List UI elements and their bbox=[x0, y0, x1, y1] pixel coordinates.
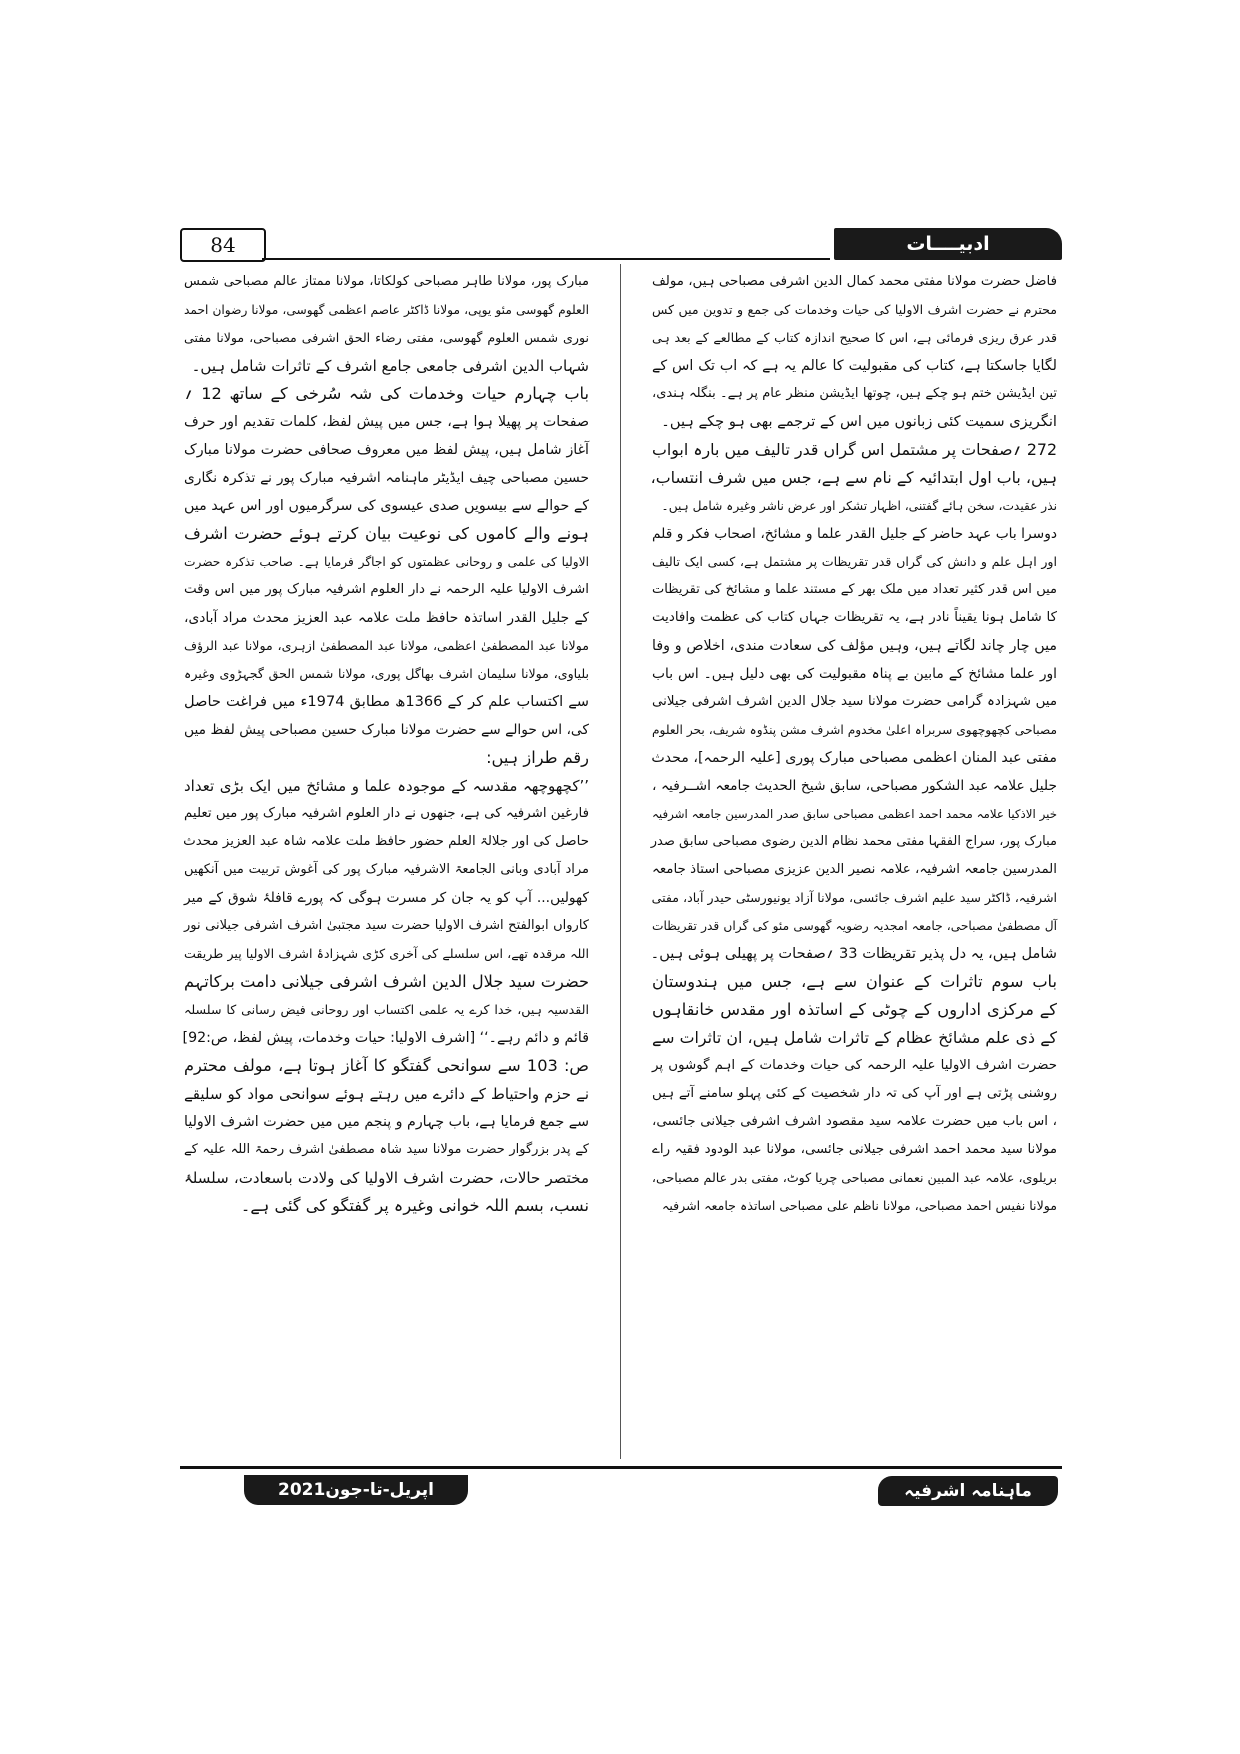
right-column-line: خیر الاذکیا علامہ محمد احمد اعظمی مصباحی سابق صدر المدرسین جامعہ اشرفیہ bbox=[652, 807, 1057, 821]
left-column-line: مولانا عبد المصطفیٰ اعظمی، مولانا عبد المصطفیٰ ازہری، مولانا عبد الرؤف bbox=[184, 638, 589, 653]
right-column-line: کے مرکزی اداروں کے چوٹی کے اساتذہ اور مقدس خانقاہوں bbox=[652, 1000, 1057, 1019]
right-column-line: بریلوی، علامہ عبد المبین نعمانی مصباحی چریا کوٹ، مفتی بدر عالم مصباحی، bbox=[651, 1170, 1057, 1185]
section-title: ادبیــــات bbox=[834, 228, 1062, 260]
left-column-line: رقم طراز ہیں: bbox=[486, 748, 589, 767]
right-column-line: انگریزی سمیت کئی زبانوں میں اس کے ترجمے بھی ہو چکے ہیں۔ bbox=[661, 413, 1057, 430]
right-column-line: کے ذی علم مشائخ عظام کے تاثرات شامل ہیں، ان تاثرات سے bbox=[652, 1028, 1057, 1047]
right-column-line: حضرت اشرف الاولیا علیہ الرحمہ کی حیات وخدمات کے اہم گوشوں پر bbox=[652, 1058, 1057, 1073]
right-column-line: فاضل حضرت مولانا مفتی محمد کمال الدین اشرفی مصباحی ہیں، مولف bbox=[651, 274, 1057, 289]
issue-date: اپریل-تا-جون2021 bbox=[244, 1475, 468, 1505]
left-column-line: کھولیں... آپ کو یہ جان کر مسرت ہوگی کہ پورے قافلۂ شوق کے میر bbox=[184, 890, 589, 906]
magazine-name: ماہنامہ اشرفیہ bbox=[878, 1476, 1058, 1506]
left-column-line: قائم و دائم رہے۔‘‘ [اشرف الاولیا: حیات وخدمات، پیش لفظ، ص:92] bbox=[182, 1030, 589, 1046]
left-column-line: نے حزم واحتیاط کے دائرے میں رہتے ہوئے سوانحی مواد کو سلیقے bbox=[184, 1085, 589, 1103]
right-column-line: 272 ؍صفحات پر مشتمل اس گراں قدر تالیف میں بارہ ابواب bbox=[652, 440, 1057, 459]
left-column-line: حضرت سید جلال الدین اشرف اشرفی جیلانی دامت برکاتہم bbox=[184, 972, 589, 991]
right-column-line: محترم نے حضرت اشرف الاولیا کی حیات وخدمات کی جمع و تدوین میں کس bbox=[652, 302, 1057, 317]
right-column-line: شامل ہیں، یہ دل پذیر تقریظات 33 ؍صفحات پر پھیلی ہوئی ہیں۔ bbox=[650, 945, 1057, 962]
left-column-line: کے پدر بزرگوار حضرت مولانا سید شاہ مصطفیٰ اشرف رحمۃ اللہ علیہ کے bbox=[184, 1142, 589, 1157]
left-column-line: القدسیہ ہیں، خدا کرے یہ علمی اکتساب اور روحانی فیض رسانی کا سلسلہ bbox=[184, 1002, 589, 1017]
right-column-line: ہیں، باب اول ابتدائیہ کے نام سے ہے، جس میں شرف انتساب، bbox=[650, 468, 1057, 487]
right-column-line: کا شامل ہونا یقیناً نادر ہے، یہ تقریظات جہاں کتاب کی عظمت وافادیت bbox=[652, 610, 1057, 625]
left-column-line: اشرف الاولیا علیہ الرحمہ نے دار العلوم اشرفیہ مبارک پور میں اس وقت bbox=[184, 582, 589, 597]
left-column-line: بلیاوی، مولانا سلیمان اشرف بھاگل پوری، مولانا شمس الحق گجہڑوی وغیرہ bbox=[184, 666, 589, 681]
right-column-line: لگایا جاسکتا ہے، کتاب کی مقبولیت کا عالم یہ ہے کہ اب تک اس کے bbox=[652, 358, 1057, 374]
left-column-line: فارغین اشرفیہ کی ہے، جنھوں نے دار العلوم اشرفیہ مبارک پور میں تعلیم bbox=[184, 806, 589, 821]
right-column-line: جلیل علامہ عبد الشکور مصباحی، سابق شیخ الحدیث جامعہ اشــرفیہ ، bbox=[652, 778, 1057, 794]
right-column-line: دوسرا باب عہد حاضر کے جلیل القدر علما و مشائخ، اصحاب فکر و قلم bbox=[652, 526, 1057, 542]
right-column-line: اور علما مشائخ کے مابین بے پناہ مقبولیت کی بھی دلیل ہیں۔ اس باب bbox=[652, 666, 1057, 682]
right-column-line: مولانا سید محمد احمد اشرفی جیلانی جائسی، مولانا عبد الودود فقیہ راے bbox=[652, 1142, 1057, 1157]
right-column-line: قدر عرق ریزی فرمائی ہے، اس کا صحیح اندازہ کتاب کے مطالعے کے بعد ہی bbox=[652, 330, 1057, 345]
right-column-line: میں چار چاند لگاتے ہیں، وہیں مؤلف کی سعادت مندی، اخلاص و وفا bbox=[652, 638, 1057, 654]
right-column-line: تین ایڈیشن ختم ہو چکے ہیں، چوتھا ایڈیشن منظر عام پر ہے۔ بنگلہ ہندی، bbox=[652, 386, 1057, 401]
left-column-line: کے جلیل القدر اساتذہ حافظ ملت علامہ عبد العزیز محدث مراد آبادی، bbox=[184, 610, 589, 626]
left-column-line: آغاز شامل ہیں، پیش لفظ میں معروف صحافی حضرت مولانا مبارک bbox=[184, 442, 589, 458]
right-column-line: مولانا نفیس احمد مصباحی، مولانا ناظم علی مصباحی اساتذہ جامعہ اشرفیہ bbox=[661, 1198, 1057, 1213]
left-column-line: باب چہارم حیات وخدمات کی شہ سُرخی کے ساتھ 12 ؍ bbox=[184, 384, 589, 403]
right-column-line: مصباحی کچھوچھوی سربراہ اعلیٰ مخدوم اشرف مشن پنڈوہ شریف، بحر العلوم bbox=[652, 723, 1057, 737]
column-divider bbox=[620, 264, 621, 1459]
left-column-line: نسب، بسم اللہ خوانی وغیرہ پر گفتگو کی گئی ہے۔ bbox=[240, 1196, 589, 1215]
left-column-line: حسین مصباحی چیف ایڈیٹر ماہنامہ اشرفیہ مبارک پور نے تذکرہ نگاری bbox=[184, 470, 589, 486]
left-column-line: مختصر حالات، حضرت اشرف الاولیا کی ولادت باسعادت، سلسلۂ bbox=[184, 1169, 589, 1187]
right-column-line: ، اس باب میں حضرت علامہ سید مقصود اشرف اشرفی جیلانی جائسی، bbox=[652, 1114, 1057, 1129]
left-column-line: العلوم گھوسی مئو یوپی، مولانا ڈاکٹر عاصم اعظمی گھوسی، مولانا رضوان احمد bbox=[184, 303, 589, 317]
left-column-line: مبارک پور، مولانا طاہر مصباحی کولکاتا، مولانا ممتاز عالم مصباحی شمس bbox=[184, 274, 589, 289]
left-column-line: صفحات پر پھیلا ہوا ہے، جس میں پیش لفظ، کلمات تقدیم اور حرف bbox=[184, 414, 589, 430]
left-column-line: سے اکتساب علم کر کے 1366ھ مطابق 1974ء میں فراغت حاصل bbox=[184, 693, 589, 710]
left-column-line: ہونے والے کاموں کی نوعیت بیان کرتے ہوئے حضرت اشرف bbox=[184, 524, 589, 543]
right-column-line: اور اہل علم و دانش کی گراں قدر تقریظات پر مشتمل ہے، کسی ایک تالیف bbox=[652, 554, 1057, 569]
left-column-line: کی، اس حوالے سے حضرت مولانا مبارک حسین مصباحی پیش لفظ میں bbox=[184, 722, 589, 738]
left-column-line: اللہ مرقدہ تھے، اس سلسلے کی آخری کڑی شہزادۂ اشرف الاولیا پیر طریقت bbox=[184, 946, 589, 961]
right-column-line: نذر عقیدت، سخن ہائے گفتنی، اظہار تشکر اور عرض ناشر وغیرہ شامل ہیں۔ bbox=[661, 499, 1057, 513]
left-column-line: شہاب الدین اشرفی جامعی جامع اشرف کے تاثرات شامل ہیں۔ bbox=[191, 357, 589, 375]
header-rule bbox=[262, 258, 830, 260]
left-column-line: ’’کچھوچھہ مقدسہ کے موجودہ علما و مشائخ میں ایک بڑی تعداد bbox=[184, 777, 589, 795]
left-column bbox=[184, 268, 589, 1458]
left-column-line: حاصل کی اور جلالۃ العلم حضور حافظ ملت علامہ شاہ عبد العزیز محدث bbox=[183, 834, 589, 849]
left-column-line: الاولیا کی علمی و روحانی عظمتوں کو اجاگر فرمایا ہے۔ صاحب تذکرہ حضرت bbox=[184, 555, 589, 569]
right-column-line: باب سوم تاثرات کے عنوان سے ہے، جس میں ہندوستان bbox=[652, 972, 1057, 991]
left-column-line: سے جمع فرمایا ہے، باب چہارم و پنجم میں میں حضرت اشرف الاولیا bbox=[184, 1114, 589, 1130]
left-column-line: ص: 103 سے سوانحی گفتگو کا آغاز ہوتا ہے، مولف محترم bbox=[184, 1056, 589, 1075]
right-column bbox=[652, 268, 1057, 1458]
right-column-line: مفتی عبد المنان اعظمی مصباحی مبارک پوری [علیہ الرحمہ]، محدث bbox=[651, 750, 1057, 766]
right-column-line: میں شہزادہ گرامی حضرت مولانا سید جلال الدین اشرف اشرفی جیلانی bbox=[652, 694, 1057, 709]
right-column-line: مبارک پور، سراج الفقہا مفتی محمد نظام الدین رضوی مصباحی سابق صدر bbox=[650, 834, 1057, 849]
right-column-line: اشرفیہ، ڈاکٹر سید علیم اشرف جائسی، مولانا آزاد یونیورسٹی حیدر آباد، مفتی bbox=[651, 890, 1057, 905]
page-number: 84 bbox=[180, 228, 266, 262]
left-column-line: نوری شمس العلوم گھوسی، مفتی رضاء الحق اشرفی مصباحی، مولانا مفتی bbox=[184, 330, 589, 345]
right-column-line: روشنی پڑتی ہے اور آپ کی تہ دار شخصیت کے کئی پہلو سامنے آتے ہیں bbox=[652, 1086, 1057, 1101]
right-column-line: المدرسین جامعہ اشرفیہ، علامہ نصیر الدین عزیزی مصباحی استاذ جامعہ bbox=[652, 862, 1057, 877]
right-column-line: آل مصطفیٰ مصباحی، جامعہ امجدیہ رضویہ گھوسی مئو کی گراں قدر تقریظات bbox=[652, 919, 1057, 933]
right-column-line: میں اس قدر کثیر تعداد میں ملک بھر کے مستند علما و مشائخ کی تقریظات bbox=[652, 582, 1057, 597]
footer-rule bbox=[180, 1466, 1062, 1469]
left-column-line: کے حوالے سے بیسویں صدی عیسوی کی سرگرمیوں اور اس عہد میں bbox=[184, 498, 589, 514]
left-column-line: مراد آبادی وبانی الجامعۃ الاشرفیہ مبارک پور کی آغوش تربیت میں آنکھیں bbox=[184, 862, 589, 877]
left-column-line: کارواں ابوالفتح اشرف الاولیا حضرت سید مجتبیٰ اشرف اشرفی جیلانی نور bbox=[184, 918, 589, 933]
